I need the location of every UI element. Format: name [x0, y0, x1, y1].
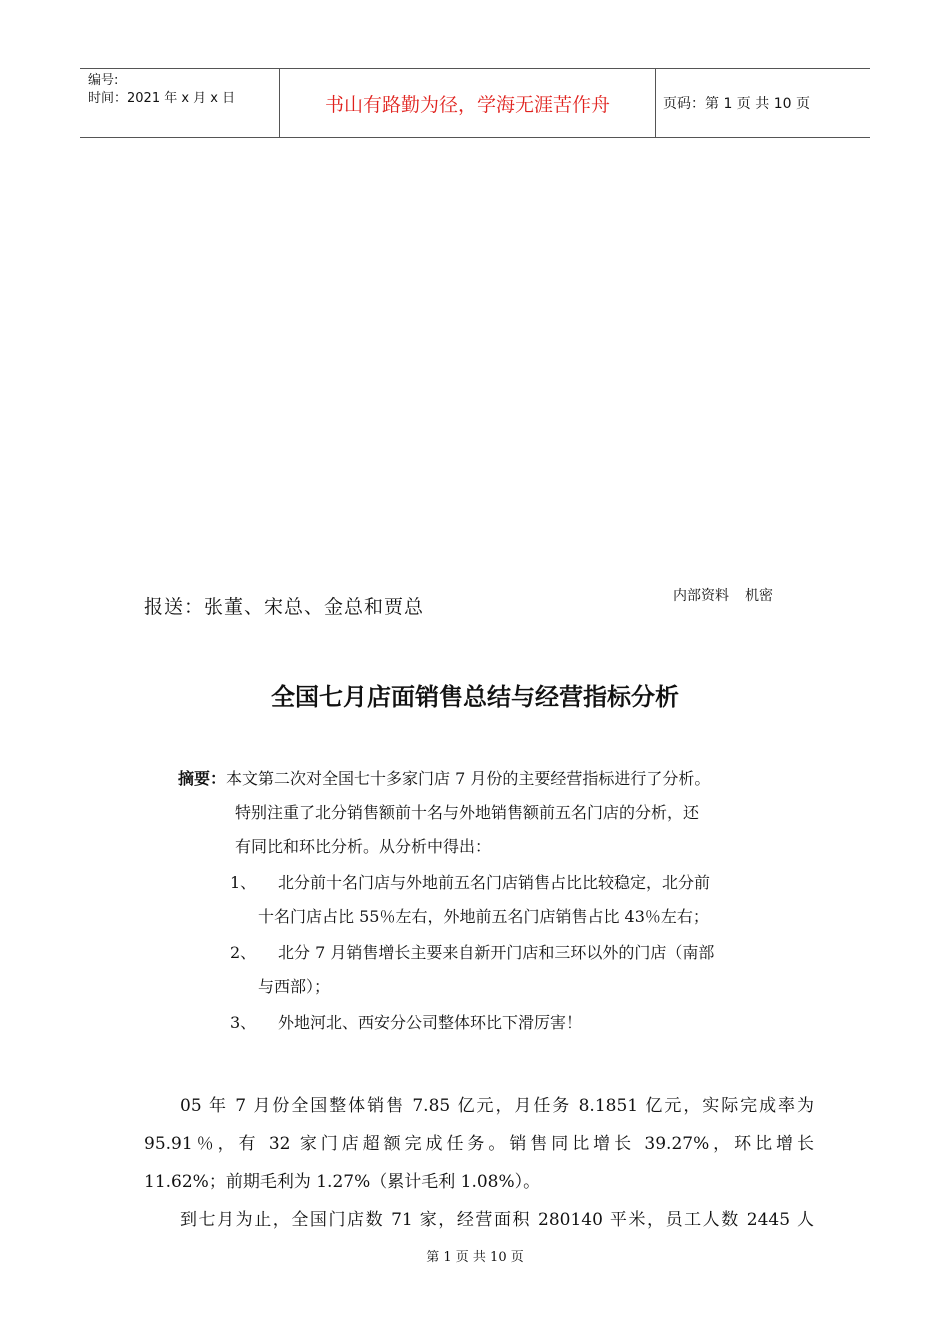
- abstract-text-1: 本文第二次对全国七十多家门店 7 月份的主要经营指标进行了分析。: [226, 769, 711, 788]
- page-title: 全国七月店面销售总结与经营指标分析: [271, 683, 679, 711]
- item-line: 北分 7 月销售增长主要来自新开门店和三环以外的门店（南部: [278, 943, 715, 962]
- abstract-item-2: [178, 936, 818, 1004]
- confidential-secret: 机密: [745, 588, 773, 604]
- abstract-section: [178, 762, 818, 1040]
- item-line: 十名门店占比 55％左右，外地前五名门店销售占比 43％左右；: [258, 907, 709, 926]
- code-label: 编号:: [88, 73, 119, 88]
- item-number: 2、: [230, 943, 257, 962]
- header-meta: [80, 69, 280, 137]
- item-line: 与西部）；: [258, 977, 331, 996]
- paragraph-line: 到七月为止，全国门店数 71 家，经营面积 280140 平米，员工人数 2445 人: [180, 1210, 814, 1230]
- confidential-internal: 内部资料: [673, 588, 729, 604]
- paragraph-line: 95.91％，有 32 家门店超额完成任务。销售同比增长 39.27%，环比增长: [144, 1134, 814, 1154]
- item-number: 1、: [230, 873, 257, 892]
- header-motto: 书山有路勤为径，学海无涯苦作舟: [280, 69, 656, 137]
- item-line: 北分前十名门店与外地前五名门店销售占比比较稳定，北分前: [278, 873, 711, 892]
- abstract-label: 摘要：: [178, 769, 227, 788]
- time-label: 时间：2021 年 x 月 x 日: [88, 91, 236, 106]
- item-line: 外地河北、西安分公司整体环比下滑厉害！: [278, 1013, 583, 1032]
- confidential-mark: [673, 585, 789, 605]
- abstract-first-line: [178, 762, 818, 796]
- header-page-info: 页码：第 1 页 共 10 页: [663, 96, 810, 112]
- paragraph-line: 11.62%；前期毛利为 1.27%（累计毛利 1.08%）。: [144, 1172, 541, 1192]
- page-footer: 第 1 页 共 10 页: [426, 1250, 524, 1265]
- send-to-line: 报送：张董、宋总、金总和贾总: [144, 596, 425, 618]
- body-text: [144, 1087, 814, 1239]
- abstract-text-3: 有同比和环比分析。从分析中得出：: [235, 837, 492, 856]
- paragraph-line: 05 年 7 月份全国整体销售 7.85 亿元，月任务 8.1851 亿元，实际完成率为: [180, 1096, 814, 1116]
- abstract-item-1: [178, 866, 818, 934]
- abstract-item-3: [178, 1006, 818, 1040]
- abstract-text-2: 特别注重了北分销售额前十名与外地销售额前五名门店的分析，还: [235, 803, 700, 822]
- document-header: [80, 68, 870, 138]
- item-number: 3、: [230, 1013, 257, 1032]
